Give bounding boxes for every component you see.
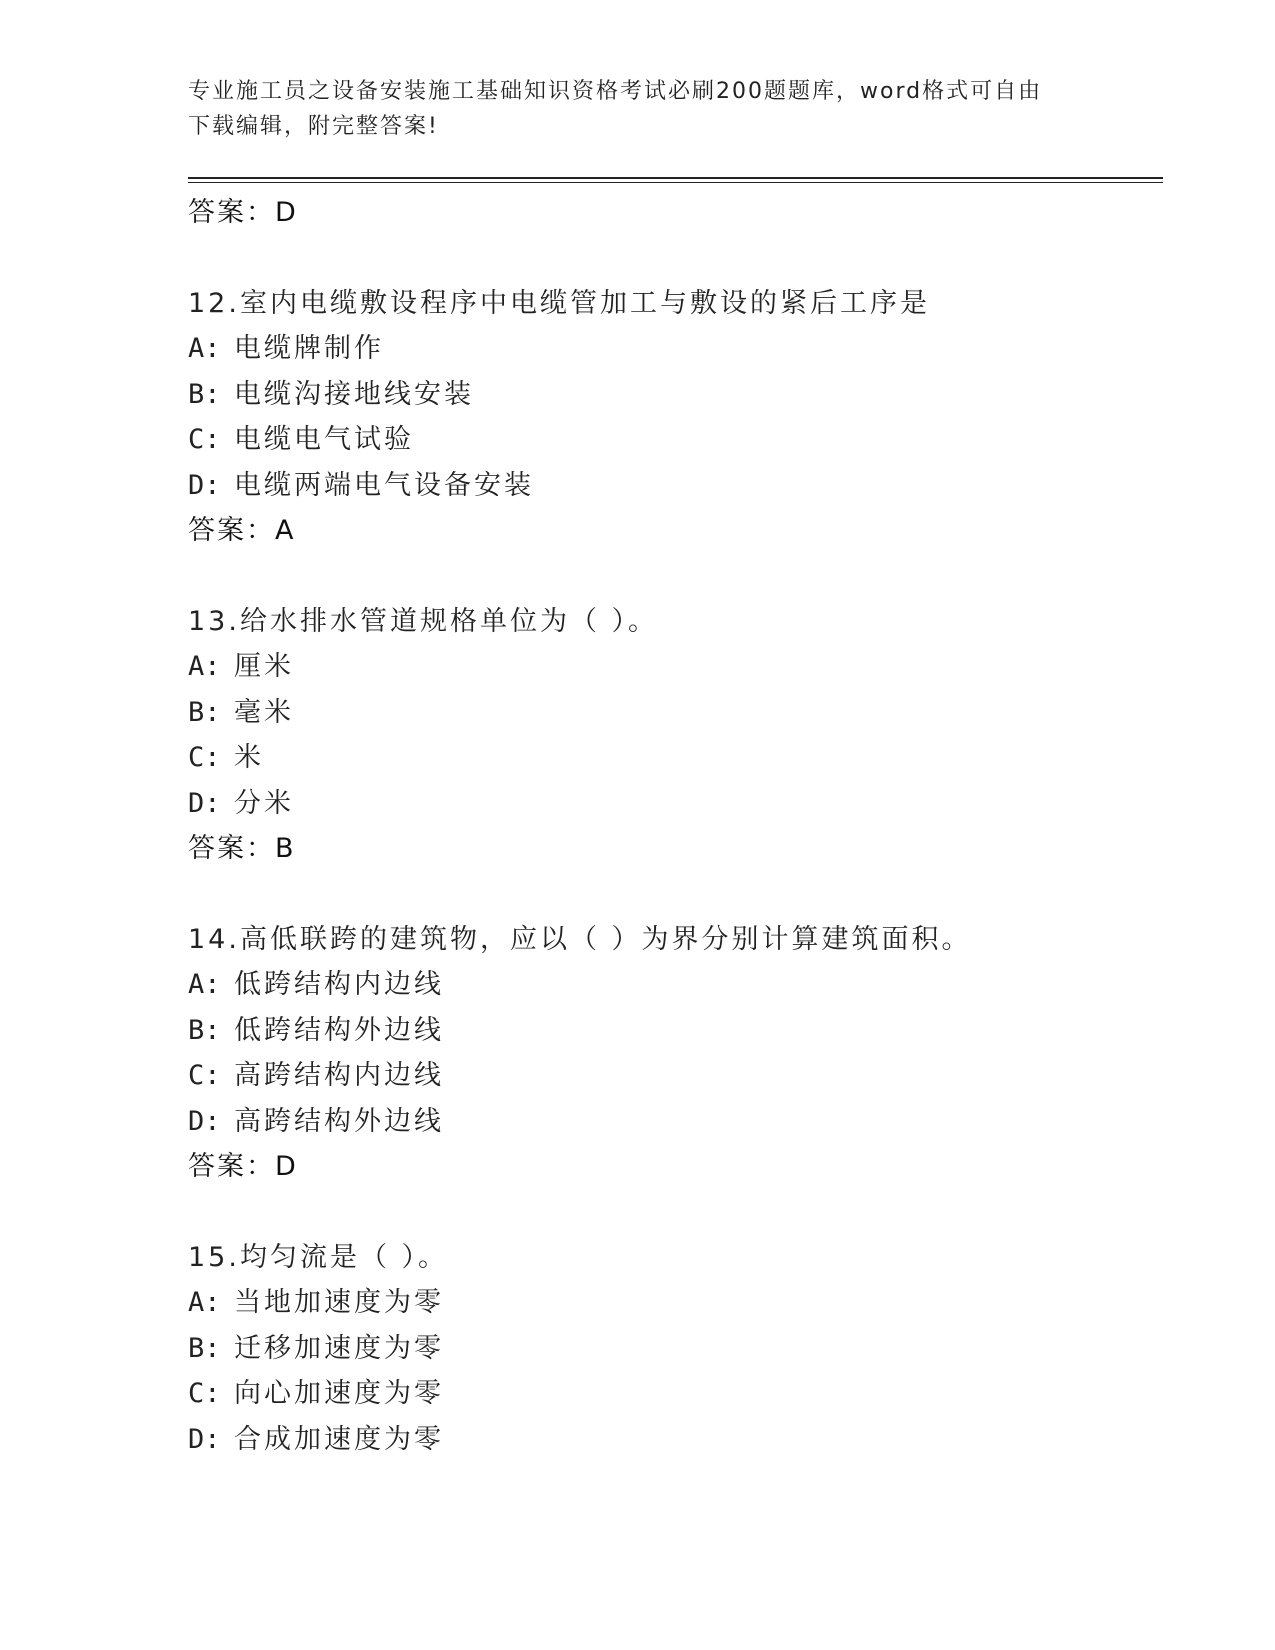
option-letter: C: bbox=[188, 742, 221, 773]
option-text: 当地加速度为零 bbox=[234, 1287, 444, 1318]
option-d bbox=[188, 1099, 1163, 1145]
option-letter: A: bbox=[188, 333, 221, 364]
answer-line: 答案：A bbox=[188, 515, 296, 546]
option-letter: B: bbox=[188, 378, 221, 410]
option-c bbox=[188, 417, 1163, 463]
option-text: 迁移加速度为零 bbox=[234, 1332, 444, 1364]
question-block-12 bbox=[188, 281, 1163, 553]
option-text: 电缆牌制作 bbox=[234, 333, 384, 364]
option-text: 低跨结构外边线 bbox=[234, 1014, 444, 1046]
option-a bbox=[188, 1280, 1163, 1326]
question-block-13 bbox=[188, 599, 1163, 871]
answer-line: 答案：D bbox=[188, 1151, 298, 1182]
option-c bbox=[188, 735, 1163, 781]
option-c bbox=[188, 1371, 1163, 1417]
option-letter: D: bbox=[188, 787, 221, 819]
document-header bbox=[188, 74, 1068, 144]
option-b bbox=[188, 690, 1163, 736]
option-letter: B: bbox=[188, 696, 221, 728]
option-letter: A: bbox=[188, 1287, 221, 1318]
option-text: 低跨结构内边线 bbox=[234, 969, 444, 1000]
question-block-15 bbox=[188, 1235, 1163, 1462]
option-letter: D: bbox=[188, 1423, 221, 1455]
option-letter: C: bbox=[188, 1060, 221, 1091]
option-d bbox=[188, 463, 1163, 509]
question-list bbox=[188, 190, 1163, 1462]
option-letter: A: bbox=[188, 969, 221, 1000]
option-text: 合成加速度为零 bbox=[234, 1423, 444, 1455]
option-text: 电缆沟接地线安装 bbox=[234, 378, 474, 410]
option-b bbox=[188, 1326, 1163, 1372]
answer-line: 答案：B bbox=[188, 833, 296, 864]
option-letter: C: bbox=[188, 424, 221, 455]
option-d bbox=[188, 1417, 1163, 1463]
option-a bbox=[188, 962, 1163, 1008]
header-line-1: 专业施工员之设备安装施工基础知识资格考试必刷200题题库，word格式可自由 bbox=[188, 79, 1043, 104]
question-stem: 14.高低联跨的建筑物，应以（ ）为界分别计算建筑面积。 bbox=[188, 924, 972, 955]
option-text: 毫米 bbox=[234, 696, 294, 728]
question-stem: 13.给水排水管道规格单位为（ ）。 bbox=[188, 606, 659, 637]
option-d bbox=[188, 781, 1163, 827]
option-b bbox=[188, 372, 1163, 418]
option-letter: D: bbox=[188, 469, 221, 501]
question-stem: 15.均匀流是（ ）。 bbox=[188, 1242, 449, 1273]
question-stem: 12.室内电缆敷设程序中电缆管加工与敷设的紧后工序是 bbox=[188, 288, 930, 319]
option-text: 米 bbox=[234, 742, 264, 773]
answer-line: 答案：D bbox=[188, 197, 298, 228]
option-text: 分米 bbox=[234, 787, 294, 819]
header-rule-thin bbox=[188, 182, 1163, 183]
option-letter: B: bbox=[188, 1332, 221, 1364]
option-text: 电缆电气试验 bbox=[234, 424, 414, 455]
option-letter: B: bbox=[188, 1014, 221, 1046]
header-rule-thick bbox=[188, 177, 1163, 179]
option-text: 电缆两端电气设备安装 bbox=[234, 469, 534, 501]
option-letter: A: bbox=[188, 651, 221, 682]
option-text: 高跨结构外边线 bbox=[234, 1105, 444, 1137]
option-text: 向心加速度为零 bbox=[234, 1378, 444, 1409]
header-line-2: 下载编辑，附完整答案! bbox=[188, 114, 439, 139]
option-letter: C: bbox=[188, 1378, 221, 1409]
option-a bbox=[188, 644, 1163, 690]
option-letter: D: bbox=[188, 1105, 221, 1137]
option-a bbox=[188, 326, 1163, 372]
question-block-14 bbox=[188, 917, 1163, 1189]
option-c bbox=[188, 1053, 1163, 1099]
option-b bbox=[188, 1008, 1163, 1054]
option-text: 厘米 bbox=[234, 651, 294, 682]
option-text: 高跨结构内边线 bbox=[234, 1060, 444, 1091]
